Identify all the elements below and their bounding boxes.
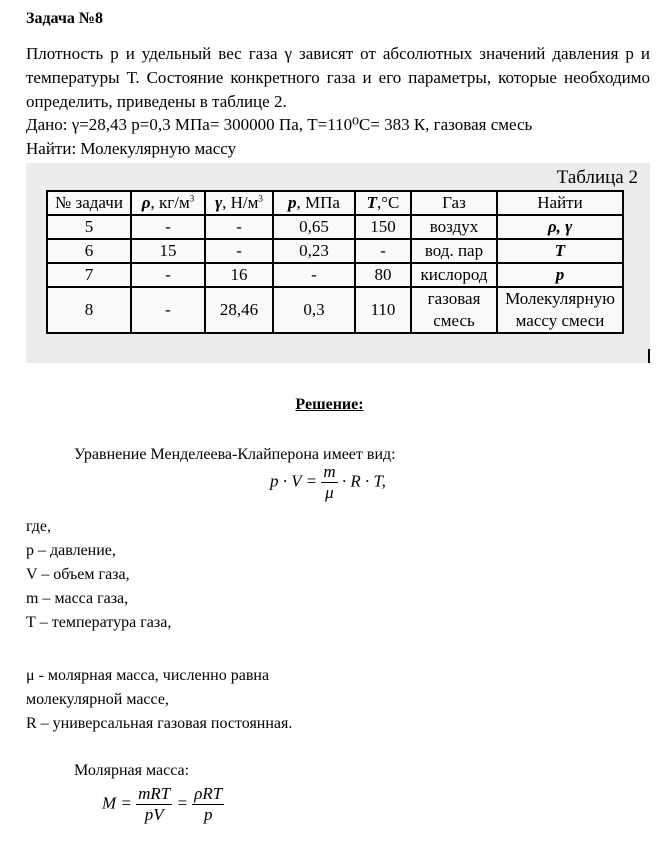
cell-density: -	[131, 263, 205, 287]
definition-mu: μ - молярная масса, численно равна молекулярной массе,	[26, 667, 270, 708]
definition-item: р – давление,	[26, 542, 116, 559]
table-row	[47, 239, 623, 263]
cell-specific-weight: 28,46	[205, 287, 273, 333]
table-row	[47, 215, 623, 239]
header-gas: Газ	[411, 191, 497, 215]
find-line: Найти: Молекулярную массу	[26, 139, 237, 158]
molar-mass-formula	[102, 784, 224, 825]
formula-lhs: M =	[102, 793, 132, 813]
cell-temperature: 110	[355, 287, 411, 333]
cell-number: 8	[47, 287, 131, 333]
cell-find: Молекулярную массу смеси	[497, 287, 623, 333]
cell-number: 5	[47, 215, 131, 239]
formula-equals: =	[176, 793, 188, 813]
table-row	[47, 263, 623, 287]
cell-specific-weight: -	[205, 215, 273, 239]
fraction-1-denominator: pV	[144, 805, 164, 824]
definition-item: Т – температура газа,	[26, 614, 172, 631]
cell-gas: воздух	[411, 215, 497, 239]
cell-number: 6	[47, 239, 131, 263]
given-line: Дано: γ=28,43 р=0,3 МПа= 300000 Па, Т=110⁰С= 383 К, газовая смесь	[26, 115, 533, 134]
where-label: где,	[26, 518, 52, 535]
cell-pressure: 0,23	[273, 239, 355, 263]
formula-fraction-1	[136, 784, 172, 825]
equation-numerator: m	[323, 462, 336, 481]
solution-heading: Решение:	[295, 396, 364, 413]
definition-item: V – объем газа,	[26, 566, 130, 583]
fraction-1-numerator: mRT	[138, 784, 171, 803]
cell-temperature: 80	[355, 263, 411, 287]
fraction-2-denominator: p	[204, 805, 213, 824]
cell-density: -	[131, 215, 205, 239]
fraction-2-numerator: ρRT	[194, 784, 223, 803]
cell-density: 15	[131, 239, 205, 263]
definition-item: m – масса газа,	[26, 590, 129, 607]
cell-gas: кислород	[411, 263, 497, 287]
equation-rhs: · R · T,	[341, 471, 386, 491]
table-row	[47, 287, 623, 333]
cell-specific-weight: -	[205, 239, 273, 263]
cell-temperature: -	[355, 239, 411, 263]
cell-find: T	[497, 239, 623, 263]
equation-intro: Уравнение Менделеева-Клайперона имеет вид:	[74, 446, 396, 463]
header-find: Найти	[497, 191, 623, 215]
scanned-table-image	[26, 163, 650, 363]
cell-number: 7	[47, 263, 131, 287]
cell-gas: газовая смесь	[411, 287, 497, 333]
equation-fraction	[321, 462, 337, 503]
clapeyron-equation	[270, 462, 386, 503]
header-pressure: p, МПа	[273, 191, 355, 215]
cell-temperature: 150	[355, 215, 411, 239]
formula-fraction-2	[192, 784, 224, 825]
parameters-table	[46, 190, 624, 334]
task-title: Задача №8	[26, 10, 103, 27]
cell-pressure: -	[273, 263, 355, 287]
cell-pressure: 0,65	[273, 215, 355, 239]
equation-lhs: p · V =	[270, 471, 318, 491]
cell-pressure: 0,3	[273, 287, 355, 333]
header-specific-weight: γ, $Н/м^3$	[205, 191, 273, 215]
table-caption: Таблица 2	[556, 167, 638, 188]
definition-r: R – универсальная газовая постоянная.	[26, 715, 293, 732]
cell-find: p	[497, 263, 623, 287]
vertical-mark	[648, 349, 650, 363]
molar-mass-label: Молярная масса:	[74, 762, 190, 779]
cell-density: -	[131, 287, 205, 333]
cell-specific-weight: 16	[205, 263, 273, 287]
table-header-row	[47, 191, 623, 215]
intro-paragraph: Плотность р и удельный вес газа γ зависят от абсолютных значений давления р и температуры Т. Состояние конкретного газа и его параметры, которые необходимо определить, приведены в таблице 2.	[26, 44, 650, 111]
cell-find: ρ, γ	[497, 215, 623, 239]
equation-denominator: μ	[325, 483, 334, 502]
header-temperature: T,°С	[355, 191, 411, 215]
header-density: ρ, $кг/м^3$	[131, 191, 205, 215]
cell-gas: вод. пар	[411, 239, 497, 263]
header-task-number: № задачи	[47, 191, 131, 215]
